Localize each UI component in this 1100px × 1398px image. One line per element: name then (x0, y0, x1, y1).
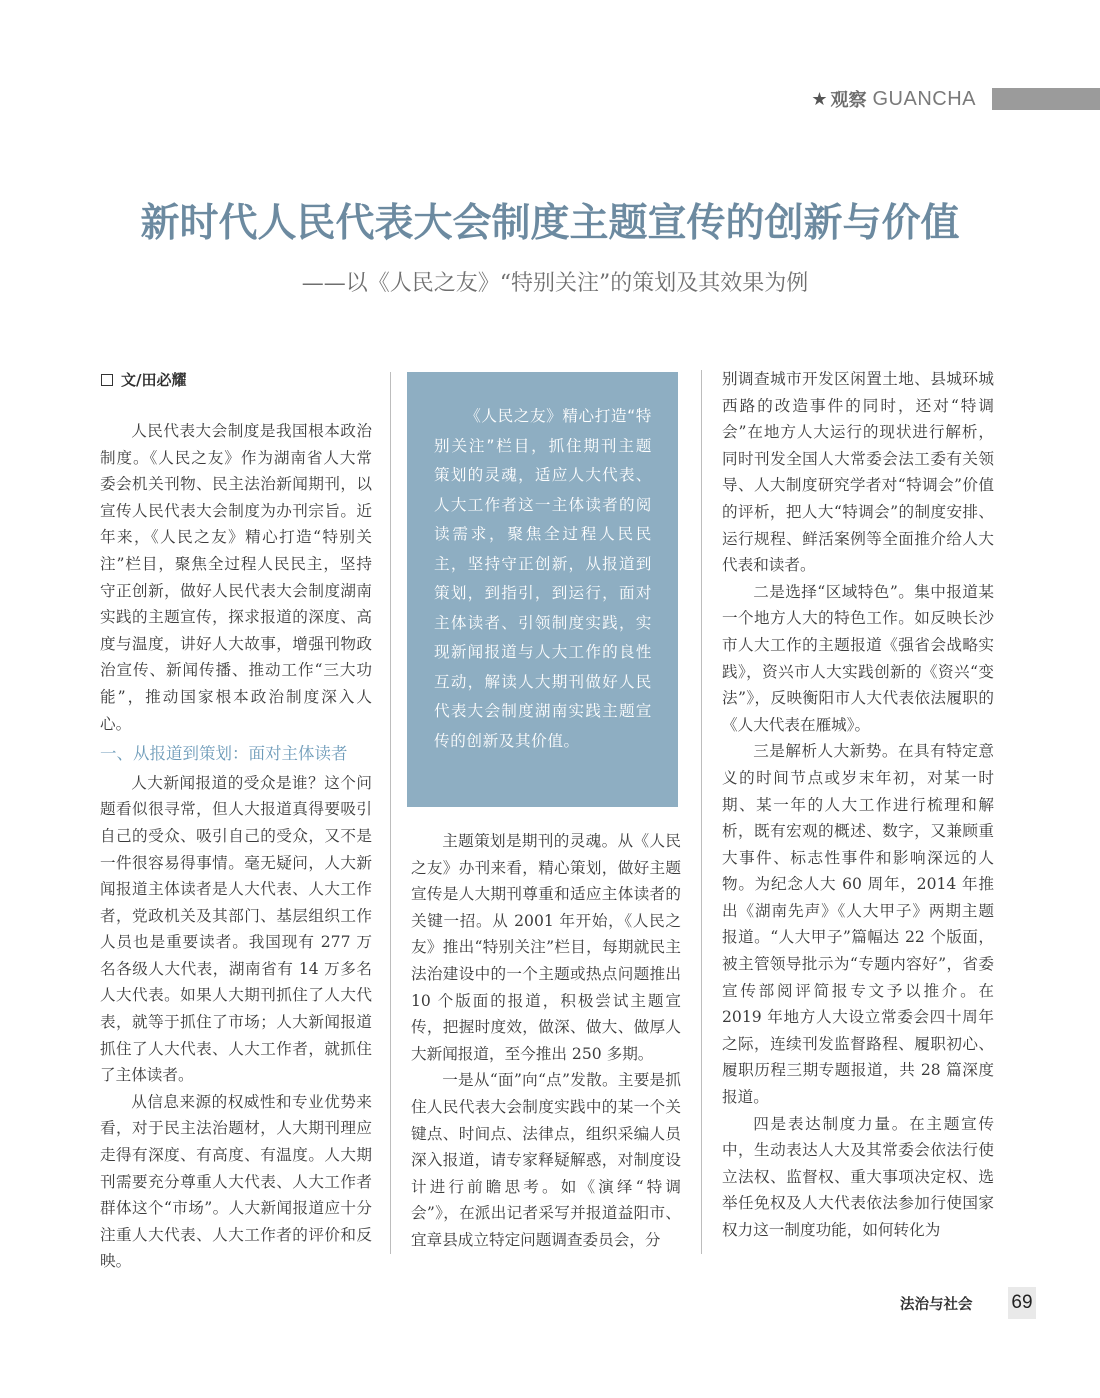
article-title: 新时代人民代表大会制度主题宣传的创新与价值 (140, 201, 960, 246)
paragraph: 人大新闻报道的受众是谁？这个问题看似很寻常，但人大报道真得要吸引自己的受众、吸引自己的受众，又不是一件很容易得事情。毫无疑问，人大新闻报道主体读者是人大代表、人大工作者，党政机关及其部门、基层组织工作人员也是重要读者。我国现有 277 万名各级人大代表，湖南省有 14 万多名人大代表。如果人大期刊抓住了人大代表，就等于抓住了市场；人大新闻报道抓住了人大代表、人大工作者，就抓住了主体读者。 (100, 773, 372, 1085)
page-number: 69 (1008, 1287, 1036, 1319)
pull-quote-text: 《人民之友》精心打造“特别关注”栏目，抓住期刊主题策划的灵魂，适应人大代表、人大工作者这一主体读者的阅读需求，聚焦全过程人民民主，坚持守正创新，从报道到策划，到指引，到运行，面对主体读者、引领制度实践，实现新闻报道与人大工作的良性互动，解读人大期刊做好人民代表大会制度湖南实践主题宣传的创新及其价值。 (434, 407, 652, 750)
header-bar-decoration (992, 88, 1100, 110)
section-name-en: GUANCHA (872, 87, 976, 110)
column-divider (390, 372, 391, 1254)
paragraph: 一是从“面”向“点”发散。主要是抓住人民代表大会制度实践中的某一个关键点、时间点、法律点，组织采编人员深入报道，请专家释疑解惑，对制度设计进行前瞻思考。如《演绎“特调会”》，在派出记者采写并报道益阳市、宜章县成立特定问题调查委员会，分 (411, 1071, 681, 1249)
column-3 (722, 366, 994, 1244)
paragraph: 三是解析人大新势。在具有特定意义的时间节点或岁末年初，对某一时期、某一年的人大工作进行梳理和解析，既有宏观的概述、数字，又兼顾重大事件、标志性事件和影响深远的人物。为纪念人大 60 周年，2014 年推出《湖南先声》《人大甲子》两期主题报道。“人大甲子”篇幅达 22 个版面，被主管领导批示为“专题内容好”，省委宣传部阅评简报专文予以推介。在 2019 年地方人大设立常委会四十周年之际，连续刊发监督路程、履职初心、履职历程三期专题报道，共 28 篇深度报道。 (722, 742, 994, 1107)
section-header (811, 86, 1100, 112)
article-subtitle: ——以《人民之友》“特别关注”的策划及其效果为例 (301, 271, 809, 296)
paragraph: 二是选择“区域特色”。集中报道某一个地方人大的特色工作。如反映长沙市人大工作的主题报道《强省会战略实践》，资兴市人大实践创新的《资兴“变法”》，反映衡阳市人大代表依法履职的《人大代表在雁城》。 (722, 582, 994, 734)
section-heading: 一、从报道到策划：面对主体读者 (100, 744, 348, 764)
paragraph: 别调查城市开发区闲置土地、县城环城西路的改造事件的同时，还对“特调会”在地方人大运行的现状进行解析，同时刊发全国人大常委会法工委有关领导、人大制度研究学者对“特调会”价值的评析，把人大“特调会”的制度安排、运行规程、鲜活案例等全面推介给人大代表和读者。 (722, 370, 994, 575)
paragraph: 从信息来源的权威性和专业优势来看，对于民主法治题材，人大期刊理应走得有深度、有高度、有温度。人大期刊需要充分尊重人大代表、人大工作者群体这个“市场”。人大新闻报道应十分注重人大代表、人大工作者的评价和反映。 (100, 1092, 372, 1271)
column-1 (100, 418, 372, 1275)
author-line (101, 369, 186, 390)
pull-quote-box (407, 372, 678, 807)
paragraph: 人民代表大会制度是我国根本政治制度。《人民之友》作为湖南省人大常委会机关刊物、民主法治新闻期刊，以宣传人民代表大会制度为办刊宗旨。近年来，《人民之友》精心打造“特别关注”栏目，聚焦全过程人民民主，坚持守正创新，做好人民代表大会制度湖南实践的主题宣传，探求报道的深度、高度与温度，讲好人大故事，增强刊物政治宣传、新闻传播、推动工作“三大功能”，推动国家根本政治制度深入人心。 (100, 422, 372, 733)
column-2 (411, 828, 681, 1254)
column-divider (701, 370, 702, 1254)
square-icon (101, 374, 113, 386)
paragraph: 四是表达制度力量。在主题宣传中，生动表达人大及其常委会依法行使立法权、监督权、重大事项决定权、选举任免权及人大代表依法参加行使国家权力这一制度功能，如何转化为 (722, 1114, 994, 1239)
star-icon: ★ (811, 88, 828, 110)
magazine-name: 法治与社会 (900, 1297, 973, 1313)
section-name-cn: 观察 (830, 90, 867, 111)
author-name: 文/田必耀 (121, 371, 187, 389)
paragraph: 主题策划是期刊的灵魂。从《人民之友》办刊来看，精心策划，做好主题宣传是人大期刊尊重和适应主体读者的关键一招。从 2001 年开始，《人民之友》推出“特别关注”栏目，每期就民主法治建设中的一个主题或热点问题推出 10 个版面的报道，积极尝试主题宣传，把握时度效，做深、做大、做厚人大新闻报道，至今推出 250 多期。 (411, 832, 681, 1063)
